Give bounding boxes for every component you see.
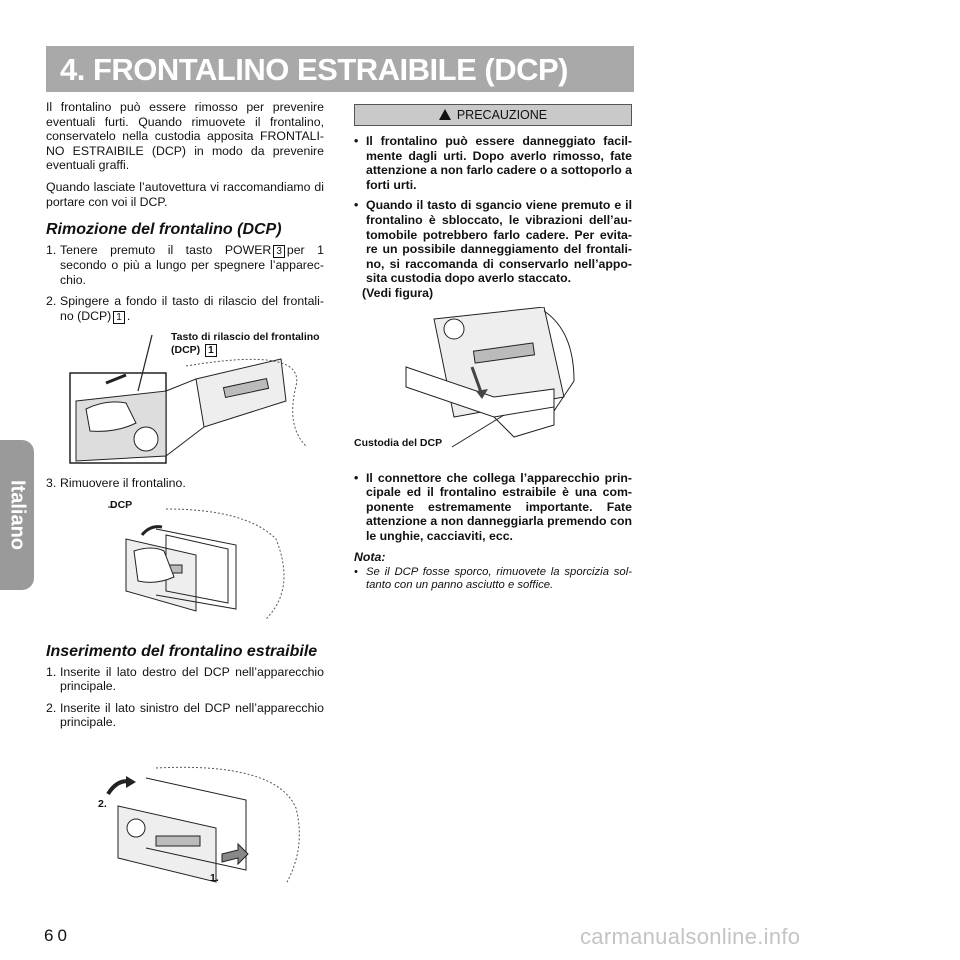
see-figure-text: (Vedi figura) (362, 285, 434, 300)
watermark-text: carmanualsonline.info (580, 924, 801, 949)
release-key-badge: 1 (113, 311, 125, 324)
power-key-badge: 3 (273, 245, 285, 258)
warning-triangle-icon (439, 109, 451, 120)
removal-step-3: 3. Rimuovere il frontalino. (46, 475, 186, 490)
insertion-label-2: 2. (98, 797, 107, 810)
caution-list (354, 134, 632, 286)
left-column (46, 100, 324, 888)
removal-heading: Rimozione del frontalino (DCP) (46, 221, 282, 239)
dcp-case-illustration (354, 307, 632, 457)
case-label: Custodia del DCP (354, 436, 443, 449)
insertion-step-1: 1. Inserite il lato destro del DCP nell’apparecchio principale. (46, 664, 324, 694)
note-item: • Se il DCP fosse sporco, rimuovete la sporcizia sol-tanto con un panno asciutto e soffice. (354, 565, 632, 592)
release-button-label: Tasto di rilascio del frontalino (DCP) 1 (171, 330, 320, 356)
removal-step-2: 2. Spingere a fondo il tasto di rilascio del frontali-no (DCP) 1 . (46, 294, 324, 323)
note-heading: Nota: (354, 549, 386, 564)
insertion-step-2: 2. Inserite il lato sinistro del DCP nell’apparecchio principale. (46, 700, 324, 730)
page-number: 60 (44, 926, 71, 945)
title-banner (46, 46, 634, 92)
insertion-steps (46, 665, 324, 730)
caution-item-1: • Il frontalino può essere danneggiato facil-mente dagli urti. Dopo averlo rimosso, fate attenzione a non farlo cadere o a sottoporlo a forti urti. (354, 134, 632, 192)
caution-header: PRECAUZIONE (354, 104, 632, 126)
intro-paragraph-2: Quando lasciate l’autovettura vi raccomandiamo di portare con voi il DCP. (46, 179, 324, 209)
dcp-case-drawing (354, 307, 632, 457)
release-button-illustration (46, 331, 324, 466)
intro-paragraph-1: Il frontalino può essere rimosso per prevenire eventuali furti. Quando rimuovete il frontalino, conservatelo nella custodia apposita FRONTALI-NO ESTRAIBILE (DCP) in modo da prevenire eventuali graffi. (46, 100, 324, 173)
insertion-heading: Inserimento del frontalino estraibile (46, 642, 318, 660)
removal-steps (46, 243, 324, 324)
caution-item-2: • Quando il tasto di sgancio viene premuto e il frontalino è sbloccato, le vibrazioni dell’au-tomobile potrebbero farlo cadere. Per evita-re un possibile danneggiamento del frontali-no, si raccomanda di conservarlo nell’appo-sita custodia dopo averlo staccato. (354, 198, 632, 286)
connector-list (354, 471, 632, 544)
connector-item: • Il connettore che collega l’apparecchio prin-cipale ed il frontalino estraibile è una com-ponente estremamente importante. Fate attenzione a non danneggiarla premendo con le unghie, cacciaviti, ecc. (354, 470, 632, 543)
right-column (354, 104, 632, 593)
insertion-label-1: 1. (210, 871, 219, 884)
insertion-drawing (46, 758, 324, 888)
language-tab-label: Italiano (6, 479, 29, 551)
removal-step-1: 1. Tenere premuto il tasto POWER 3 per 1 secondo o più a lungo per spegnere l’apparec-chio. (46, 243, 324, 287)
language-tab (0, 440, 34, 590)
dcp-label: DCP (110, 498, 133, 511)
page-title: 4. FRONTALINO ESTRAIBILE (DCP) (60, 52, 568, 87)
remove-dcp-drawing (46, 499, 324, 629)
insertion-illustration (46, 758, 324, 888)
removal-steps-continued (46, 476, 324, 491)
remove-dcp-illustration (46, 499, 324, 629)
